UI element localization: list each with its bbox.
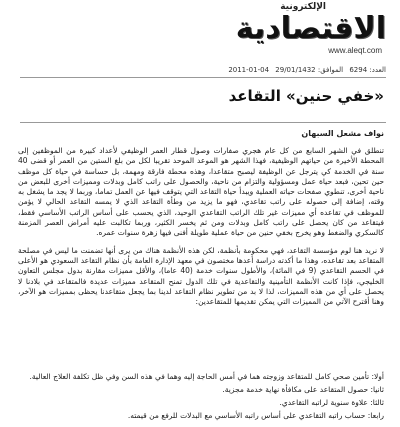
hijri-date: الموافق: 29/01/1432 xyxy=(275,66,344,74)
article-point: ثانيا: حصول المتقاعد على مكافأة نهاية خدمة مجزية. xyxy=(222,385,384,394)
newspaper-logo: الاقتصادية xyxy=(235,11,386,46)
article-point: ثالثا: علاوة سنوية لراتبه التقاعدي. xyxy=(279,398,384,407)
article-paragraph: تنطلق في الشهر السابع من كل عام هجري صفارات وصول قطار العمر الوظيفي لأعداد كبيرة من الموظفين إلى المحطة الأخيرة من حياتهم الوظيفية، فهذا الشهر هو الموعد الموحد تقريبا لكل من بلغ الستين من العمر أو قضى 40 سنة في الخدمة كي يترجل عن الوظيفة ليصبح متقاعدا، وهذه محطة فارقة ومهمة، بل حساسة في حياة كل موظف حين تحين، فبعد حياة عمل ومسؤولية والتزام من ناحية، والحصول على راتب كامل وبدلات ومميزات أخرى للبعض من ناحية أخرى، تنطوي صفحات حياته العملية ويبدأ حياة التقاعد التي يتوقف فيها عن العمل تماما، وربما لا يجد ما يشغل به وقته، إضافة إلى حصوله على راتب تقاعدي، فهو ما يزيد من وطأة التقاعد الذي لا يمسه التقاعد الحالي لا يؤمن للموظف في تقاعده أي مميزات غير تلك الراتب التقاعدي الوحيد، الذي يحسب على أساس الراتب الأساسي فقط، فيتقاعد من كان يحصل على راتب كامل وبدلات ومن ثم يخسر الكثير، وربما تكالبت عليه أمراض العصر المزمنة كالسكري والضغط وهو يخرج بخفي حنين من حياة عملية طويلة أفنى فيها زهرة سنوات عمره. xyxy=(18,146,384,238)
gregorian-date: 04-01-2011 xyxy=(228,66,270,74)
masthead-tagline: الإلكترونية xyxy=(280,2,326,12)
article-point: أولا: تأمين صحي كامل للمتقاعد وزوجته هما في أمس الحاجة إليه وهما في هذه السن وفي ظل تكلفة العلاج العالية. xyxy=(29,372,384,381)
title-divider xyxy=(20,122,386,123)
article-paragraph: لا نريد هنا لوم مؤسسة التقاعد، فهي محكومة بأنظمة، لكن هذه الأنظمة هناك من يرى أنها تضمنت ما ليس في مصلحة المتقاعد بعد تقاعده، وهذا ما أكدته دراسة أعدها مختصون في معهد الإدارة العامة بأن نظام التقاعد السعودي هو الأعلى في الحسم التقاعدي (9 في المائة)، والأطول سنوات خدمة (40 عاما)، والأقل مميزات مقارنة بدول مجلس التعاون الخليجي، فإذا كانت الأنظمة التأمينية والتقاعدية في تلك الدول تمنح المتقاعد مميزات عديدة فالمتقاعد في بلادنا لا يحصل على أي من هذه المميزات، لذا لا بد من تطوير نظام التقاعد لدينا بما يجعل متقاعدنا يحظى بمميزات هو الآخر، وهنا أقترح الآتي من المميزات التي يمكن تقديمها للمتقاعدين: xyxy=(18,245,384,307)
newspaper-url: www.aleqt.com xyxy=(328,46,382,55)
header-divider xyxy=(20,77,386,78)
issue-info xyxy=(150,65,386,76)
article-body xyxy=(18,146,384,314)
article-title: «خفي حنين» التقاعد xyxy=(228,87,384,105)
masthead xyxy=(196,2,386,64)
article-author: نواف مشعل السبهان xyxy=(301,129,384,138)
issue-number: العدد: 6294 xyxy=(349,66,386,74)
article-point: رابعا: حساب راتبه التقاعدي على أساس راتبه الأساسي مع البدلات للرفع من قيمته. xyxy=(127,411,384,420)
